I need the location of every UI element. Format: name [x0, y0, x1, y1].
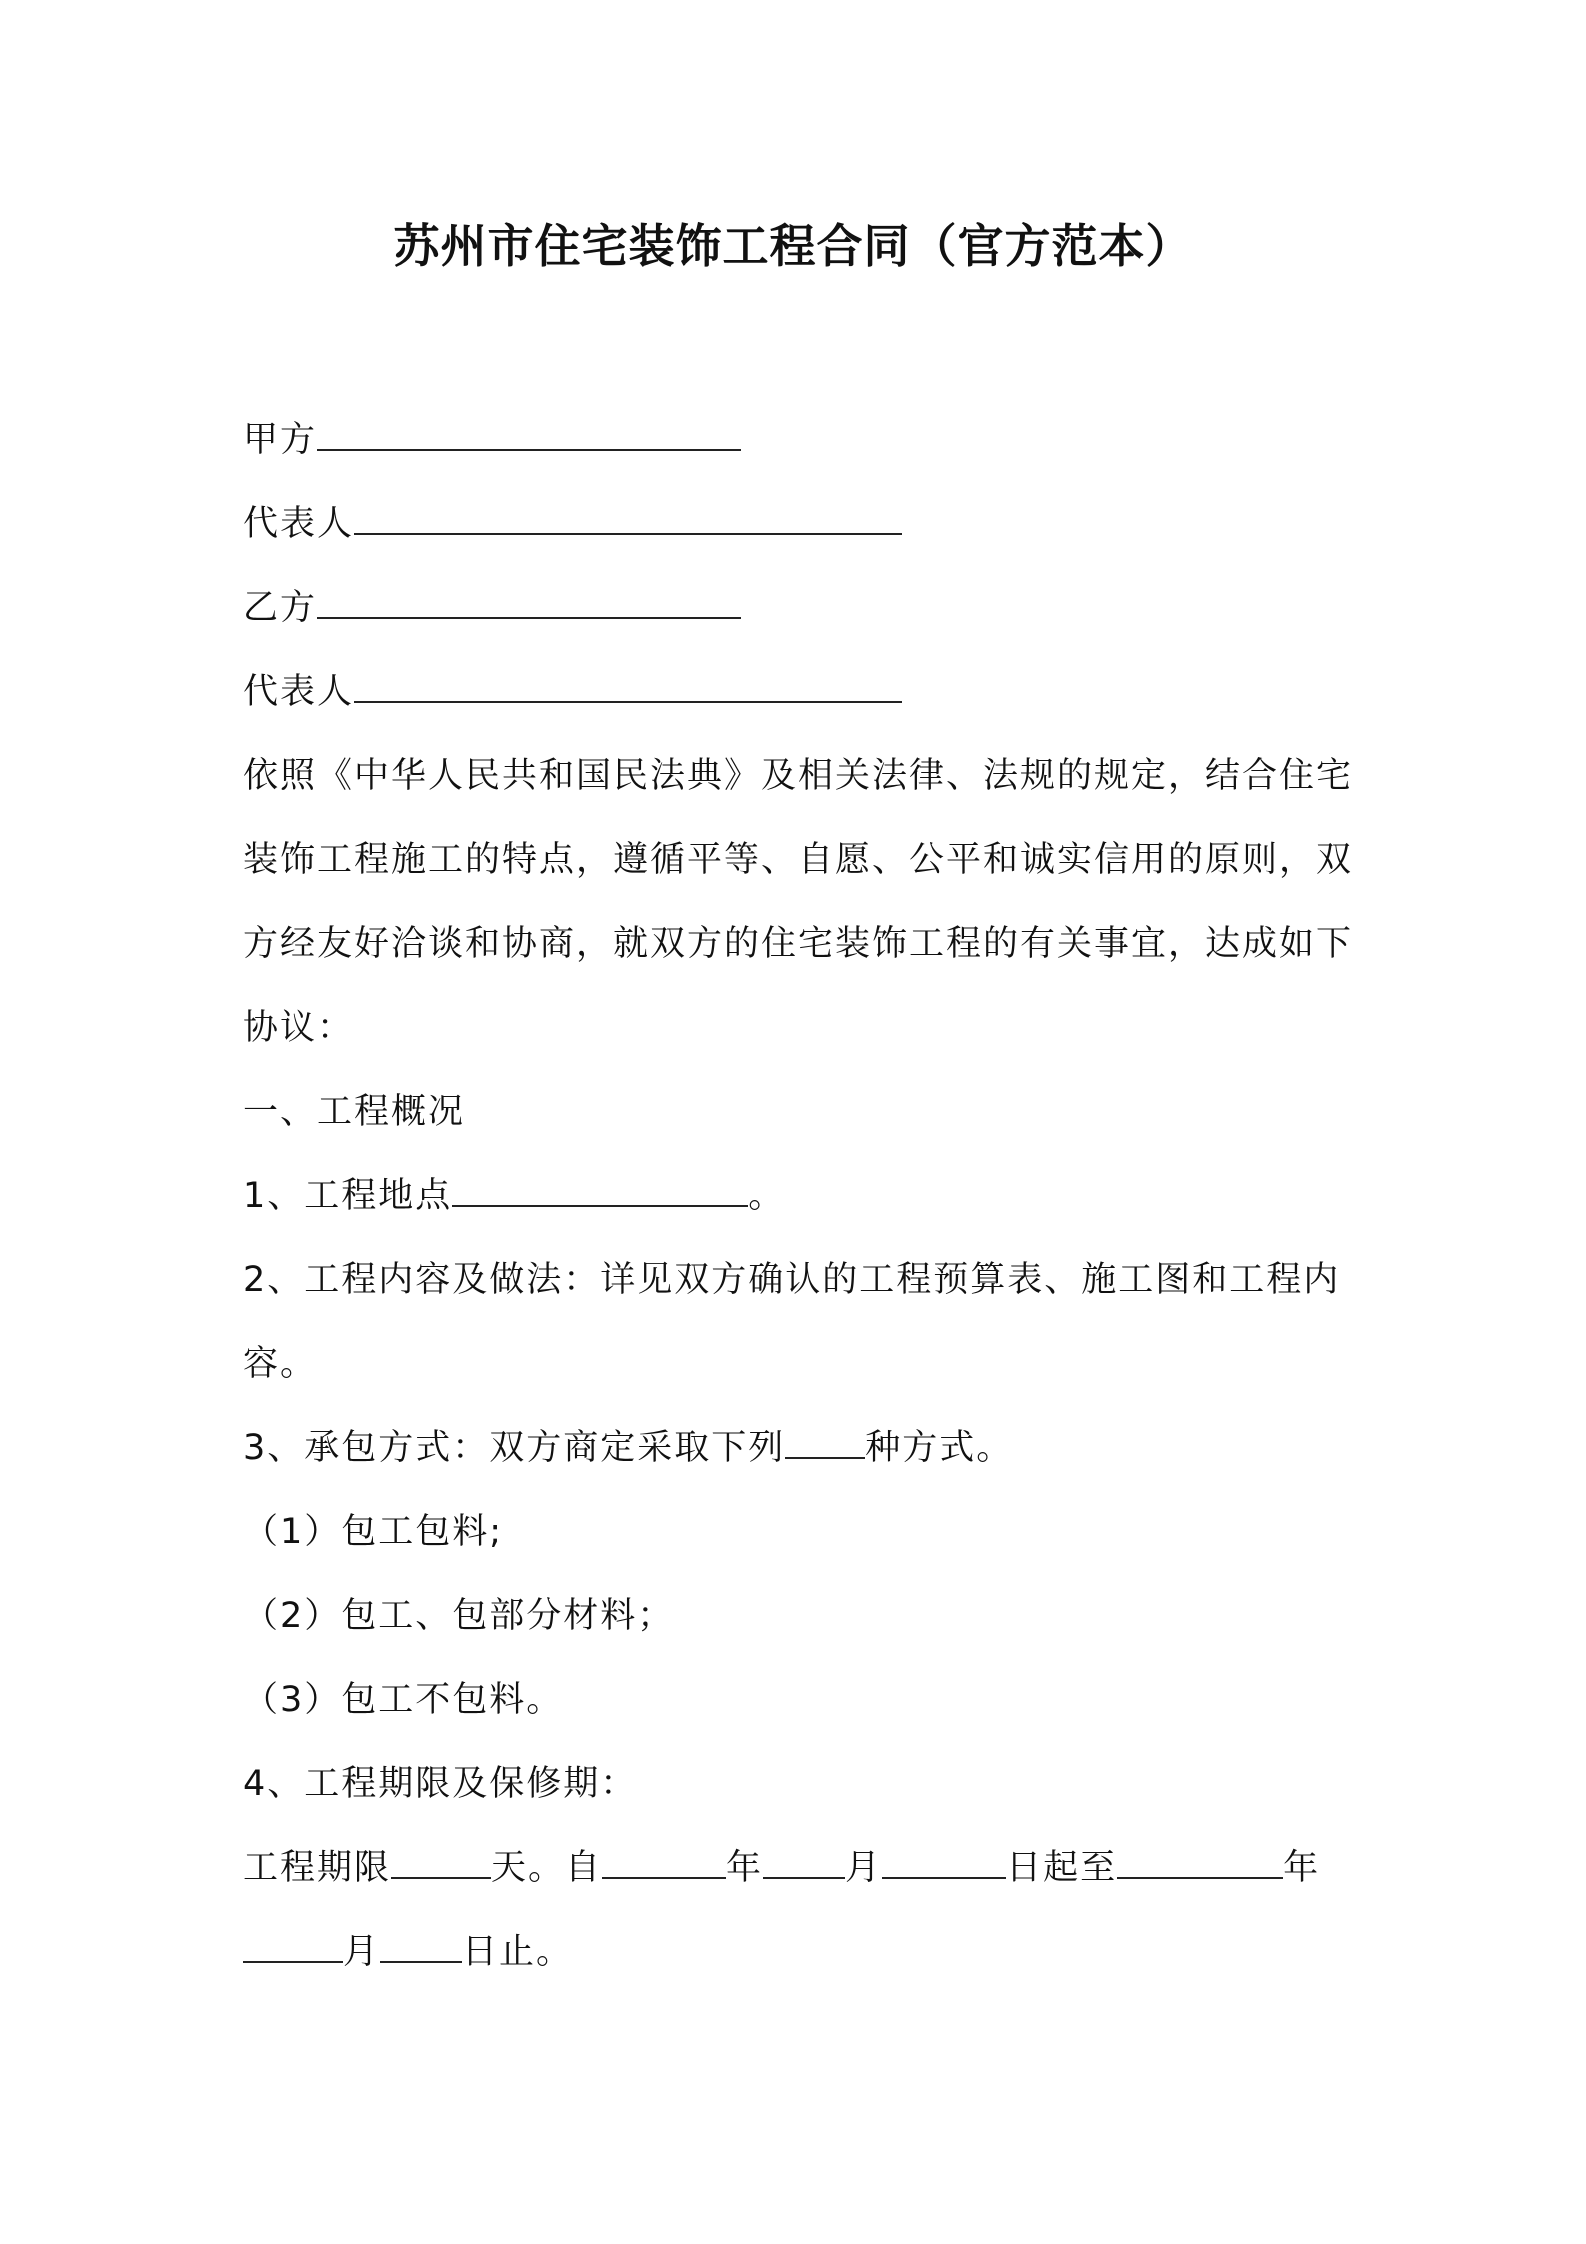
rep-b-label: 代表人 [243, 672, 355, 712]
party-a-label: 甲方 [243, 420, 318, 460]
item-1-end: 。 [748, 1176, 786, 1216]
document-title: 苏州市住宅装饰工程合同（官方范本） [393, 219, 1193, 273]
start-day-blank[interactable] [882, 1841, 1006, 1879]
section-1-heading: 一、工程概况 [243, 1092, 466, 1132]
period-month-1: 月 [845, 1848, 883, 1888]
start-year-blank[interactable] [602, 1841, 726, 1879]
rep-b-line [243, 664, 902, 720]
rep-a-label: 代表人 [243, 504, 355, 544]
option-3: （3）包工不包料。 [243, 1680, 564, 1720]
period-year-2: 年 [1283, 1848, 1321, 1888]
item-4-heading: 4、工程期限及保修期： [243, 1764, 638, 1804]
period-days-unit: 天。自 [491, 1848, 603, 1888]
period-label: 工程期限 [243, 1848, 392, 1888]
period-end: 日止。 [462, 1932, 574, 1972]
end-day-blank[interactable] [380, 1925, 462, 1963]
period-year-1: 年 [726, 1848, 764, 1888]
item-3-line [243, 1420, 1013, 1476]
party-b-label: 乙方 [243, 588, 318, 628]
item-1-label: 1、工程地点 [243, 1176, 453, 1216]
rep-a-line [243, 496, 902, 552]
party-a-blank[interactable] [317, 413, 741, 451]
option-1: （1）包工包料; [243, 1512, 504, 1552]
contract-method-blank[interactable] [785, 1421, 865, 1459]
item-1-line [243, 1168, 785, 1224]
item-2-line-2: 容。 [243, 1344, 318, 1384]
preamble-line-4: 协议： [243, 1008, 355, 1048]
party-b-line [243, 580, 741, 636]
project-location-blank[interactable] [452, 1169, 748, 1207]
end-year-blank[interactable] [1117, 1841, 1283, 1879]
item-2-line-1: 2、工程内容及做法：详见双方确认的工程预算表、施工图和工程内 [243, 1260, 1341, 1300]
end-month-blank[interactable] [243, 1925, 343, 1963]
period-month-2: 月 [343, 1932, 381, 1972]
period-line-2 [243, 1924, 573, 1980]
party-a-line [243, 412, 741, 468]
period-line-1 [243, 1840, 1320, 1896]
preamble-line-2: 装饰工程施工的特点，遵循平等、自愿、公平和诚实信用的原则，双 [243, 840, 1354, 880]
preamble-line-1: 依照《中华人民共和国民法典》及相关法律、法规的规定，结合住宅 [243, 756, 1354, 796]
item-3-label: 3、承包方式：双方商定采取下列 [243, 1428, 786, 1468]
start-month-blank[interactable] [763, 1841, 845, 1879]
item-3-end: 种方式。 [865, 1428, 1014, 1468]
rep-a-blank[interactable] [354, 497, 902, 535]
party-b-blank[interactable] [317, 581, 741, 619]
period-day-to: 日起至 [1006, 1848, 1118, 1888]
days-blank[interactable] [391, 1841, 491, 1879]
option-2: （2）包工、包部分材料； [243, 1596, 675, 1636]
rep-b-blank[interactable] [354, 665, 902, 703]
preamble-line-3: 方经友好洽谈和协商，就双方的住宅装饰工程的有关事宜，达成如下 [243, 924, 1354, 964]
